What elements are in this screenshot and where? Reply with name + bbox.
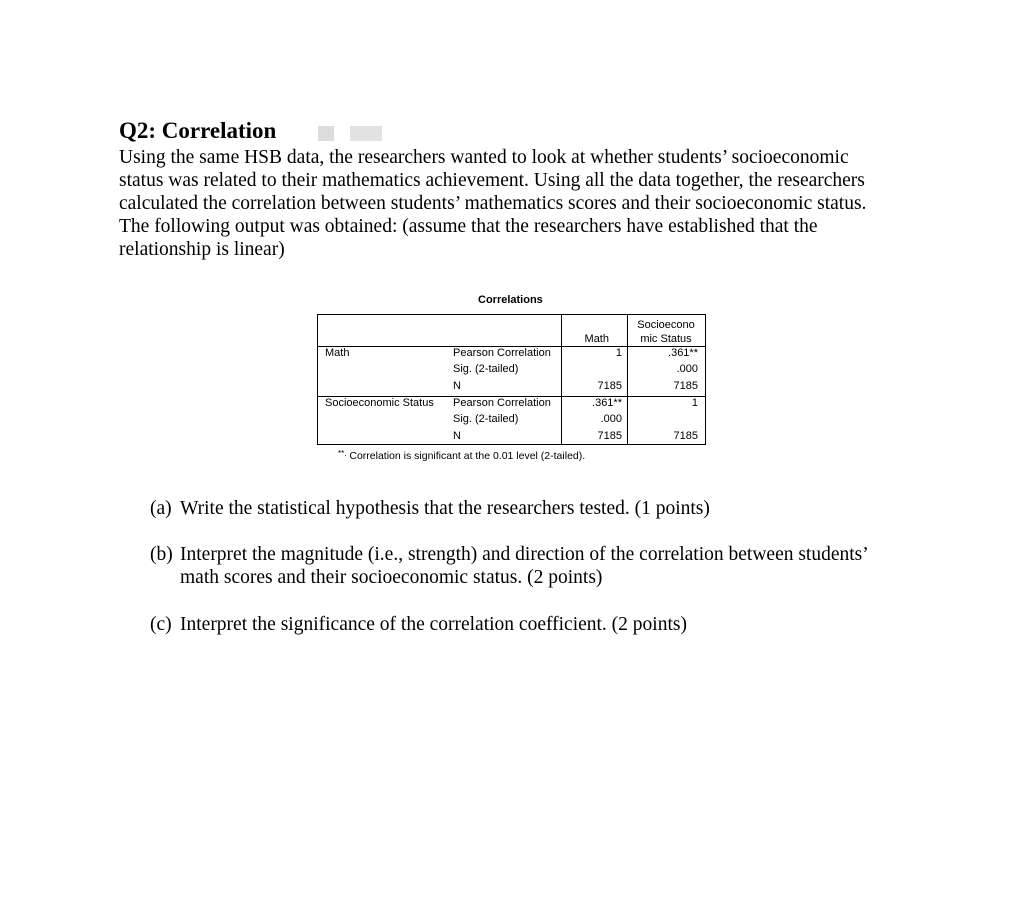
row-label-ses: Socioeconomic Status xyxy=(325,397,434,409)
paragraph-line: relationship is linear) xyxy=(119,239,285,260)
redaction-block xyxy=(318,126,334,141)
column-header-ses: Socioecono xyxy=(637,319,695,331)
paragraph-line: calculated the correlation between students’ mathematics scores and their socioeconomic status. xyxy=(119,193,867,214)
question-paragraph xyxy=(119,146,919,261)
column-header-ses: mic Status xyxy=(640,333,692,345)
correlations-table xyxy=(317,314,706,445)
table-cell: 7185 xyxy=(597,380,622,392)
table-cell: 7185 xyxy=(597,430,622,442)
row-label-math: Math xyxy=(325,347,350,359)
table-cell: 1 xyxy=(691,397,698,409)
paragraph-line: The following output was obtained: (assume that the researchers have established that the xyxy=(119,216,818,237)
paragraph-line: status was related to their mathematics achievement. Using all the data together, the researchers xyxy=(119,170,865,191)
question-b xyxy=(150,543,869,589)
redaction-block xyxy=(350,126,382,141)
table-cell: .361** xyxy=(592,397,622,409)
stat-label: N xyxy=(453,430,461,442)
stat-label: Sig. (2-tailed) xyxy=(453,363,519,375)
question-label: (a) xyxy=(150,498,172,519)
footnote-text: Correlation is significant at the 0.01 level (2-tailed). xyxy=(349,450,586,462)
question-text: Interpret the significance of the correlation coefficient. (2 points) xyxy=(180,614,687,635)
table-footnote xyxy=(338,449,585,462)
footnote-mark: **. xyxy=(338,449,347,458)
stat-label: Sig. (2-tailed) xyxy=(453,413,519,425)
table-title: Correlations xyxy=(478,294,543,306)
table-cell: .000 xyxy=(600,413,622,425)
question-a xyxy=(150,497,710,520)
question-c xyxy=(150,613,687,636)
question-heading: Q2: Correlation xyxy=(119,118,277,143)
table-cell: 7185 xyxy=(673,380,698,392)
table-cell: 1 xyxy=(615,347,622,359)
stat-label: N xyxy=(453,380,461,392)
question-label: (c) xyxy=(150,614,172,635)
column-header-math: Math xyxy=(584,333,609,345)
question-label: (b) xyxy=(150,544,173,565)
table-cell: .000 xyxy=(676,363,698,375)
stat-label: Pearson Correlation xyxy=(453,397,551,409)
question-text: Interpret the magnitude (i.e., strength) and direction of the correlation between students’ xyxy=(180,544,869,565)
question-text: Write the statistical hypothesis that the researchers tested. (1 points) xyxy=(180,498,710,519)
question-text: math scores and their socioeconomic status. (2 points) xyxy=(180,567,603,588)
table-cell: 7185 xyxy=(673,430,698,442)
stat-label: Pearson Correlation xyxy=(453,347,551,359)
paragraph-line: Using the same HSB data, the researchers wanted to look at whether students’ socioeconomic xyxy=(119,147,849,168)
table-cell: .361** xyxy=(668,347,698,359)
